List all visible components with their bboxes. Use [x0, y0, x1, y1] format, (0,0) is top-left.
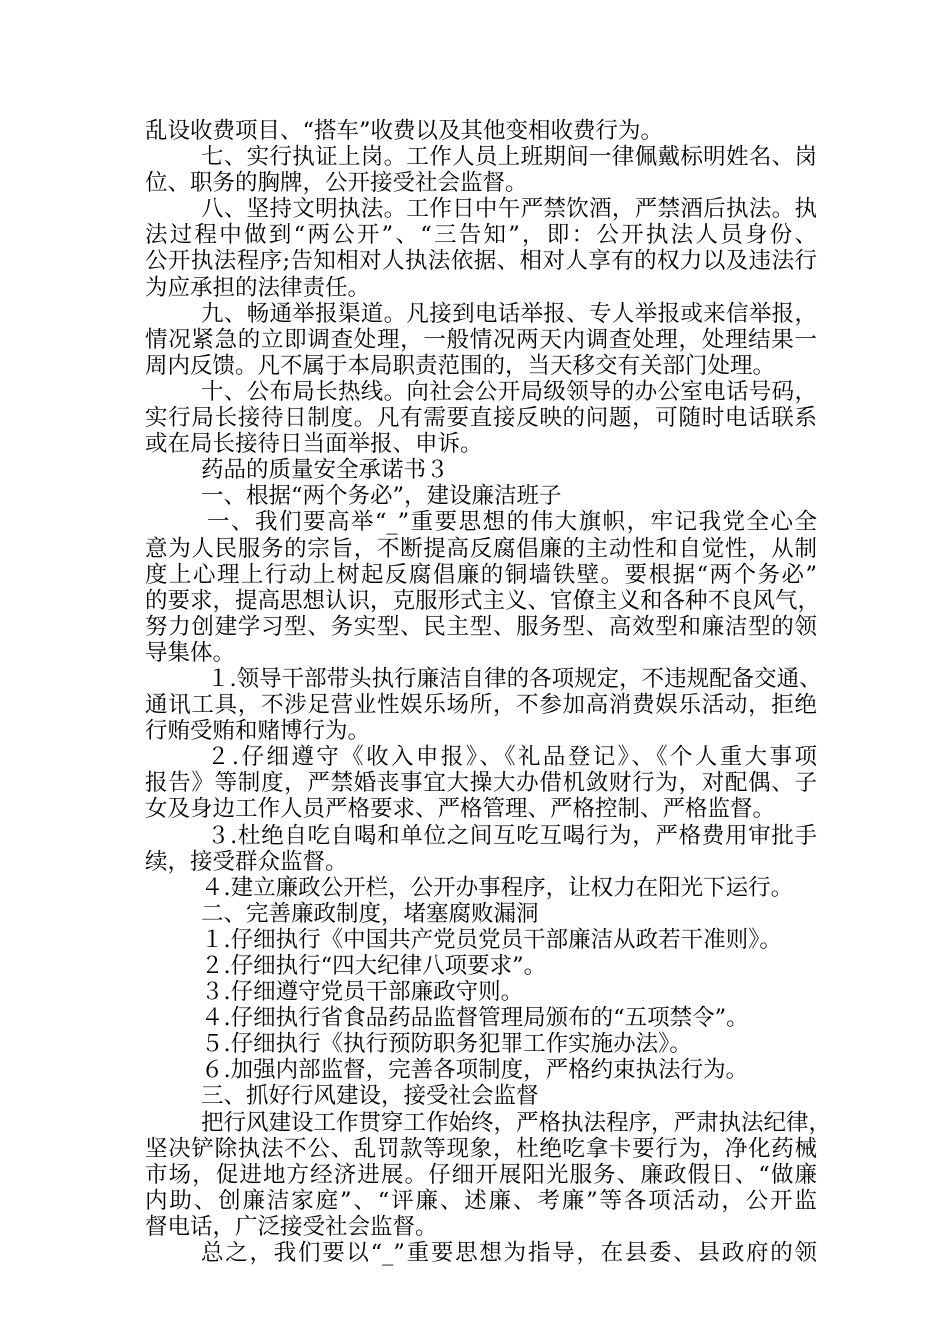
document-page — [145, 118, 832, 1267]
text-line: 通讯工具，不涉足营业性娱乐场所，不参加高消费娱乐活动，拒绝 — [145, 692, 817, 719]
text-line: ３.杜绝自吃自喝和单位之间互吃互喝行为，严格费用审批手 — [207, 822, 817, 849]
text-line: 督电话，广泛接受社会监督。 — [145, 1213, 438, 1240]
text-line: 位、职务的胸牌，公开接受社会监督。 — [145, 170, 528, 197]
text-line: 意为人民服务的宗旨，不断提高反腐倡廉的主动性和自觉性，从制 — [145, 535, 817, 562]
text-line: 周内反馈。凡不属于本局职责范围的，当天移交有关部门处理。 — [145, 352, 776, 379]
text-line: ２.仔细遵守《收入申报》、《礼品登记》、《个人重大事项 — [207, 744, 817, 771]
text-line: 行贿受贿和赌博行为。 — [145, 718, 371, 745]
text-line: １.领导干部带头执行廉洁自律的各项规定，不违规配备交通、 — [207, 665, 822, 692]
text-line: 努力创建学习型、务实型、民主型、服务型、高效型和廉洁型的领 — [145, 613, 817, 640]
text-line: 二、完善廉政制度，堵塞腐败漏洞 — [201, 900, 539, 927]
text-line: 续，接受群众监督。 — [145, 848, 348, 875]
text-line: １.仔细执行《中国共产党员党员干部廉洁从政若干准则》。 — [201, 926, 782, 953]
text-line: 情况紧急的立即调查处理，一般情况两天内调查处理，处理结果一 — [145, 326, 817, 353]
text-line: 或在局长接待日当面举报、申诉。 — [145, 431, 483, 458]
text-line: 公开执法程序;告知相对人执法依据、相对人享有的权力以及违法行 — [145, 248, 817, 275]
text-line: 九、畅通举报渠道。凡接到电话举报、专人举报或来信举报， — [201, 300, 817, 327]
text-line: ４.建立廉政公开栏，公开办事程序，让权力在阳光下运行。 — [201, 874, 794, 901]
text-line: 七、实行执证上岗。工作人员上班期间一律佩戴标明姓名、岗 — [201, 144, 817, 171]
text-line: 一、我们要高举“_”重要思想的伟大旗帜，牢记我党全心全 — [207, 509, 817, 536]
text-line: 八、坚持文明执法。工作日中午严禁饮酒，严禁酒后执法。执 — [201, 196, 817, 223]
text-line: 乱设收费项目、“搭车”收费以及其他变相收费行为。 — [145, 118, 664, 144]
text-line: 女及身边工作人员严格要求、严格管理、严格控制、严格监督。 — [145, 796, 776, 823]
text-line: 导集体。 — [145, 639, 236, 666]
text-line: ５.仔细执行《执行预防职务犯罪工作实施办法》。 — [201, 1031, 692, 1058]
text-line: 坚决铲除执法不公、乱罚款等现象，杜绝吃拿卡要行为，净化药械 — [145, 1135, 817, 1162]
text-line: 法过程中做到“两公开”、“三告知”，即：公开执法人员身份、 — [145, 222, 817, 249]
text-line: 总之，我们要以“_”重要思想为指导，在县委、县政府的领 — [201, 1240, 817, 1267]
text-line: 一、根据“两个务必”，建设廉洁班子 — [201, 483, 562, 510]
text-line: 三、抓好行风建设，接受社会监督 — [201, 1083, 539, 1110]
text-line: 把行风建设工作贯穿工作始终，严格执法程序，严肃执法纪律， — [201, 1109, 832, 1136]
text-line: 报告》等制度，严禁婚丧事宜大操大办借机敛财行为，对配偶、子 — [145, 770, 817, 797]
text-line: ６.加强内部监督，完善各项制度，严格约束执法行为。 — [201, 1057, 749, 1084]
text-line: 为应承担的法律责任。 — [145, 274, 371, 301]
text-line: 十、公布局长热线。向社会公开局级领导的办公室电话号码， — [201, 378, 817, 405]
text-line: ３.仔细遵守党员干部廉政守则。 — [201, 979, 524, 1006]
text-line: 药品的质量安全承诺书３ — [201, 457, 449, 484]
text-line: 实行局长接待日制度。凡有需要直接反映的问题，可随时电话联系 — [145, 405, 817, 432]
text-line: 度上心理上行动上树起反腐倡廉的铜墙铁壁。要根据“两个务必” — [145, 561, 817, 588]
text-line: ２.仔细执行“四大纪律八项要求”。 — [201, 953, 547, 979]
text-line: 市场，促进地方经济进展。仔细开展阳光服务、廉政假日、“做廉 — [145, 1161, 817, 1188]
text-line: 的要求，提高思想认识，克服形式主义、官僚主义和各种不良风气， — [145, 587, 821, 614]
text-line: 内助、创廉洁家庭”、“评廉、述廉、考廉”等各项活动，公开监 — [145, 1187, 817, 1214]
text-line: ４.仔细执行省食品药品监督管理局颁布的“五项禁令”。 — [201, 1005, 749, 1032]
